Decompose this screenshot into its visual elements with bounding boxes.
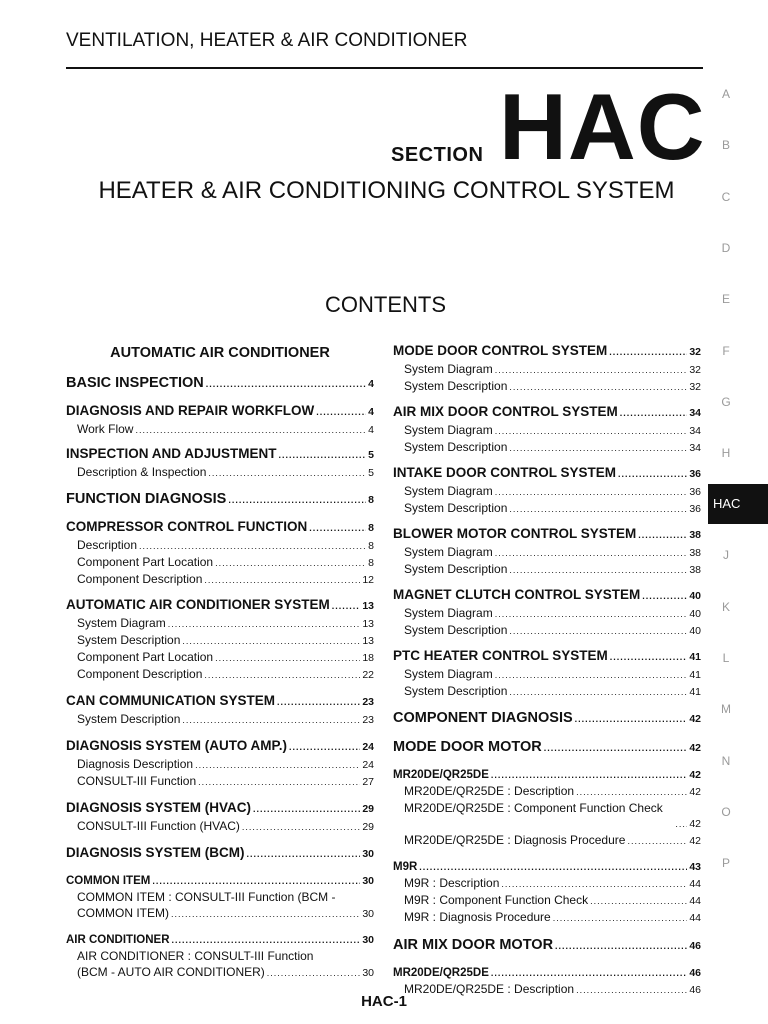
toc-entry-page: 22 — [362, 669, 374, 681]
toc-entry[interactable] — [66, 518, 374, 537]
toc-entry[interactable] — [66, 421, 374, 438]
toc-leader — [168, 616, 361, 632]
toc-entry-page: 5 — [368, 449, 374, 461]
toc-leader — [544, 738, 688, 758]
toc-entry-page: 44 — [689, 895, 701, 907]
toc-leader — [495, 606, 688, 622]
section-word: SECTION — [391, 144, 484, 166]
toc-entry-page: 42 — [689, 786, 701, 798]
toc-leader — [501, 876, 687, 892]
toc-entry-page: 27 — [362, 776, 374, 788]
side-index-p[interactable]: P — [721, 856, 730, 870]
toc-entry-label: MR20DE/QR25DE : Description — [404, 982, 575, 996]
toc-entry-label: MAGNET CLUTCH CONTROL SYSTEM — [393, 587, 641, 602]
toc-entry-label: System Diagram — [404, 667, 493, 681]
toc-entry-label: System Diagram — [404, 545, 493, 559]
toc-entry-label: BLOWER MOTOR CONTROL SYSTEM — [393, 526, 637, 541]
toc-entry[interactable] — [66, 464, 374, 481]
toc-entry[interactable] — [393, 666, 701, 683]
toc-entry-page: 32 — [689, 381, 701, 393]
toc-entry[interactable] — [66, 489, 374, 510]
toc-entry[interactable] — [66, 632, 374, 649]
toc-leader — [575, 709, 688, 729]
toc-leader — [509, 501, 687, 517]
toc-entry-line2 — [404, 816, 701, 832]
toc-entry-page: 4 — [368, 424, 374, 436]
toc-entry-page: 42 — [689, 835, 701, 847]
toc-entry-label: CAN COMMUNICATION SYSTEM — [66, 693, 275, 708]
toc-leader — [267, 965, 361, 981]
side-index-j[interactable]: J — [723, 548, 729, 562]
toc-entry[interactable] — [393, 586, 701, 605]
toc-entry-label: DIAGNOSIS SYSTEM (HVAC) — [66, 800, 252, 815]
toc-entry-label: System Diagram — [404, 606, 493, 620]
toc-entry-page: 44 — [689, 912, 701, 924]
toc-entry-page: 8 — [368, 557, 374, 569]
side-index-n[interactable]: N — [721, 754, 731, 768]
toc-entry-page: 38 — [689, 529, 701, 541]
toc-group-heading: AUTOMATIC AIR CONDITIONER — [110, 345, 330, 361]
toc-entry-page: 46 — [689, 984, 701, 996]
side-index-l[interactable]: L — [722, 651, 730, 665]
toc-entry[interactable] — [393, 483, 701, 500]
toc-entry[interactable] — [393, 647, 701, 666]
side-index-b[interactable]: B — [721, 138, 730, 152]
toc-leader — [509, 440, 687, 456]
side-index-o[interactable]: O — [721, 805, 731, 819]
toc-entry-label-line1: COMMON ITEM : CONSULT-III Function (BCM - — [77, 890, 336, 904]
toc-entry-page: 34 — [689, 425, 701, 437]
toc-entry[interactable] — [393, 605, 701, 622]
section-name: HEATER & AIR CONDITIONING CONTROL SYSTEM — [98, 177, 675, 204]
toc-leader — [675, 816, 687, 832]
toc-entry-label: MR20DE/QR25DE : Diagnosis Procedure — [404, 833, 626, 847]
toc-entry-page: 40 — [689, 625, 701, 637]
side-index-a[interactable]: A — [721, 87, 730, 101]
toc-entry[interactable] — [393, 403, 701, 422]
toc-leader — [228, 490, 366, 510]
side-index-h[interactable]: H — [721, 446, 731, 460]
toc-leader — [242, 819, 360, 835]
toc-entry-label: COMMON ITEM — [66, 875, 151, 887]
toc-entry-page: 44 — [689, 878, 701, 890]
toc-entry-label: MODE DOOR MOTOR — [393, 739, 542, 755]
toc-entry-label: System Description — [404, 440, 508, 454]
toc-entry-page: 41 — [689, 669, 701, 681]
toc-entry-label: System Diagram — [404, 362, 493, 376]
toc-leader — [135, 422, 366, 438]
toc-entry[interactable] — [66, 537, 374, 554]
toc-leader — [182, 712, 360, 728]
toc-entry-page: 29 — [362, 821, 374, 833]
toc-entry-label: M9R — [393, 861, 418, 873]
toc-entry-page: 30 — [362, 875, 374, 887]
toc-entry[interactable] — [66, 649, 374, 666]
toc-entry[interactable] — [393, 500, 701, 517]
toc-entry-page: 38 — [689, 564, 701, 576]
toc-leader — [576, 784, 687, 800]
toc-leader — [253, 800, 360, 818]
side-index-k[interactable]: K — [721, 600, 730, 614]
toc-entry-label: System Description — [77, 633, 181, 647]
toc-leader — [553, 910, 688, 926]
toc-leader — [182, 633, 360, 649]
toc-entry[interactable] — [393, 708, 701, 729]
toc-entry[interactable] — [393, 737, 701, 758]
side-index-c[interactable]: C — [721, 190, 731, 204]
toc-entry-page: 29 — [362, 803, 374, 815]
toc-leader — [215, 650, 360, 666]
toc-entry[interactable] — [393, 622, 701, 639]
toc-leader — [618, 465, 687, 483]
toc-leader — [206, 374, 366, 394]
toc-entry[interactable] — [393, 544, 701, 561]
toc-entry-page: 30 — [362, 908, 374, 920]
toc-entry-line2 — [77, 905, 374, 922]
toc-leader — [495, 545, 688, 561]
toc-entry[interactable] — [393, 875, 701, 892]
toc-leader — [491, 965, 687, 981]
toc-entry-page: 46 — [689, 940, 701, 952]
toc-entry-label: BASIC INSPECTION — [66, 375, 204, 391]
toc-entry-label: Work Flow — [77, 422, 134, 436]
toc-entry-label: INSPECTION AND ADJUSTMENT — [66, 446, 277, 461]
toc-entry[interactable] — [393, 464, 701, 483]
toc-entry-label: AIR MIX DOOR CONTROL SYSTEM — [393, 404, 618, 419]
toc-entry-page: 32 — [689, 346, 701, 358]
toc-entry[interactable] — [66, 711, 374, 728]
toc-entry[interactable] — [393, 935, 701, 956]
toc-leader — [139, 538, 366, 554]
toc-entry[interactable] — [393, 892, 701, 909]
toc-entry-line2 — [77, 964, 374, 981]
toc-leader — [509, 684, 687, 700]
toc-leader — [215, 555, 366, 571]
toc-entry[interactable] — [393, 859, 701, 875]
toc-leader — [309, 519, 366, 537]
toc-entry-page: 40 — [689, 608, 701, 620]
toc-entry-label: M9R : Diagnosis Procedure — [404, 910, 551, 924]
toc-entry-page: 42 — [689, 818, 701, 830]
toc-entry[interactable] — [66, 692, 374, 711]
toc-entry-label: M9R : Description — [404, 876, 500, 890]
toc-entry-label: Component Description — [77, 667, 203, 681]
toc-entry-label: PTC HEATER CONTROL SYSTEM — [393, 648, 608, 663]
side-index-e[interactable]: E — [721, 292, 730, 306]
toc-entry-page: 41 — [689, 651, 701, 663]
toc-entry[interactable] — [393, 439, 701, 456]
toc-entry-label: CONSULT-III Function (HVAC) — [77, 819, 240, 833]
toc-entry-label-line2: (BCM - AUTO AIR CONDITIONER) — [77, 965, 265, 979]
toc-entry-page: 30 — [362, 848, 374, 860]
toc-entry[interactable] — [393, 965, 701, 981]
toc-entry-label: MR20DE/QR25DE : Description — [404, 784, 575, 798]
toc-entry-label: DIAGNOSIS SYSTEM (AUTO AMP.) — [66, 738, 288, 753]
toc-leader — [495, 423, 688, 439]
toc-entry-label-line1: MR20DE/QR25DE : Component Function Check — [404, 801, 663, 815]
toc-entry-label: MR20DE/QR25DE — [393, 967, 489, 979]
toc-leader — [509, 623, 687, 639]
toc-entry-label: Description — [77, 538, 138, 552]
toc-entry-page: 46 — [689, 967, 701, 979]
toc-entry-multiline[interactable] — [66, 948, 374, 981]
toc-leader — [289, 738, 360, 756]
toc-entry[interactable] — [66, 402, 374, 421]
toc-leader — [419, 859, 687, 875]
toc-entry-page: 42 — [689, 769, 701, 781]
toc-entry-label: AIR CONDITIONER — [66, 934, 170, 946]
toc-entry[interactable] — [393, 683, 701, 700]
toc-leader — [620, 404, 688, 422]
toc-entry-label: M9R : Component Function Check — [404, 893, 589, 907]
toc-entry-label-line1: AIR CONDITIONER : CONSULT-III Function — [77, 949, 314, 963]
header-title: VENTILATION, HEATER & AIR CONDITIONER — [66, 30, 468, 51]
toc-leader — [495, 667, 688, 683]
toc-entry-page: 13 — [362, 635, 374, 647]
toc-entry[interactable] — [66, 737, 374, 756]
toc-entry-label: FUNCTION DIAGNOSIS — [66, 491, 227, 507]
toc-entry-page: 36 — [689, 486, 701, 498]
toc-entry-page: 32 — [689, 364, 701, 376]
toc-entry[interactable] — [66, 818, 374, 835]
toc-entry-label: AUTOMATIC AIR CONDITIONER SYSTEM — [66, 597, 330, 612]
toc-entry-page: 43 — [689, 861, 701, 873]
toc-entry-label: System Description — [404, 623, 508, 637]
toc-entry-multiline[interactable] — [66, 889, 374, 922]
side-index-f[interactable]: F — [722, 344, 730, 358]
toc-entry-page: 34 — [689, 442, 701, 454]
side-index-g[interactable]: G — [721, 395, 731, 409]
toc-entry-label: Diagnosis Description — [77, 757, 194, 771]
toc-entry-page: 36 — [689, 503, 701, 515]
toc-right-column — [393, 342, 701, 998]
toc-entry[interactable] — [66, 554, 374, 571]
side-index-m[interactable]: M — [721, 702, 731, 716]
toc-leader — [638, 526, 687, 544]
toc-entry[interactable] — [66, 571, 374, 588]
toc-entry-label: System Description — [404, 562, 508, 576]
toc-leader — [495, 484, 688, 500]
toc-entry-label: INTAKE DOOR CONTROL SYSTEM — [393, 465, 617, 480]
toc-leader — [198, 774, 360, 790]
toc-entry-page: 4 — [368, 406, 374, 418]
toc-leader — [590, 893, 687, 909]
toc-left-column — [66, 343, 374, 981]
toc-entry-label: MODE DOOR CONTROL SYSTEM — [393, 343, 608, 358]
toc-entry-page: 42 — [689, 713, 701, 725]
toc-entry[interactable] — [66, 756, 374, 773]
toc-entry-label: System Diagram — [77, 616, 166, 630]
toc-entry-label: AIR MIX DOOR MOTOR — [393, 937, 554, 953]
side-index-active-tab[interactable]: HAC — [708, 484, 768, 524]
toc-entry-page: 30 — [362, 934, 374, 946]
toc-entry-page: 12 — [362, 574, 374, 586]
toc-entry-page: 13 — [362, 618, 374, 630]
toc-leader — [208, 465, 366, 481]
contents-title: CONTENTS — [325, 292, 446, 317]
toc-entry-page: 13 — [362, 600, 374, 612]
toc-entry[interactable] — [66, 615, 374, 632]
toc-entry-page: 8 — [368, 494, 374, 506]
toc-entry-label: System Diagram — [404, 484, 493, 498]
toc-entry-page: 24 — [362, 759, 374, 771]
header-rule — [66, 67, 703, 69]
toc-entry-page: 23 — [362, 714, 374, 726]
toc-entry-page: 36 — [689, 468, 701, 480]
toc-entry[interactable] — [66, 799, 374, 818]
toc-leader — [610, 648, 688, 666]
toc-entry-page: 8 — [368, 522, 374, 534]
toc-entry-multiline[interactable] — [393, 800, 701, 832]
toc-entry-label: Component Part Location — [77, 555, 214, 569]
toc-leader — [279, 446, 367, 464]
toc-entry-page: 23 — [362, 696, 374, 708]
toc-entry[interactable] — [393, 342, 701, 361]
toc-entry-label: Component Description — [77, 572, 203, 586]
toc-entry-page: 42 — [689, 742, 701, 754]
toc-entry[interactable] — [393, 525, 701, 544]
toc-entry-label: COMPONENT DIAGNOSIS — [393, 710, 573, 726]
toc-entry-page: 34 — [689, 407, 701, 419]
toc-leader — [509, 379, 687, 395]
toc-entry-page: 5 — [368, 467, 374, 479]
footer-page-number: HAC-1 — [361, 993, 407, 1010]
toc-entry-page: 24 — [362, 741, 374, 753]
toc-entry[interactable] — [66, 666, 374, 683]
section-code: HAC — [499, 74, 706, 179]
toc-entry-label: System Description — [404, 684, 508, 698]
toc-entry-label: System Description — [404, 379, 508, 393]
toc-leader — [495, 362, 688, 378]
toc-entry-page: 38 — [689, 547, 701, 559]
toc-leader — [247, 845, 361, 863]
toc-leader — [171, 906, 360, 922]
toc-entry[interactable] — [66, 844, 374, 863]
toc-entry-label: Description & Inspection — [77, 465, 207, 479]
toc-entry-label: System Description — [77, 712, 181, 726]
toc-entry-page: 8 — [368, 540, 374, 552]
toc-entry-page: 30 — [362, 967, 374, 979]
toc-entry[interactable] — [393, 378, 701, 395]
toc-leader — [642, 587, 687, 605]
toc-entry[interactable] — [66, 873, 374, 889]
toc-leader — [172, 932, 361, 948]
toc-entry[interactable] — [393, 909, 701, 926]
toc-leader — [509, 562, 687, 578]
toc-entry-label: System Description — [404, 501, 508, 515]
toc-entry[interactable] — [393, 832, 701, 849]
toc-entry[interactable] — [66, 373, 374, 394]
toc-entry-page: 40 — [689, 590, 701, 602]
toc-entry-page: 41 — [689, 686, 701, 698]
toc-entry-label: DIAGNOSIS SYSTEM (BCM) — [66, 845, 245, 860]
toc-entry-label: Component Part Location — [77, 650, 214, 664]
toc-entry[interactable] — [393, 561, 701, 578]
toc-entry-label: COMPRESSOR CONTROL FUNCTION — [66, 519, 308, 534]
toc-entry-label: MR20DE/QR25DE — [393, 769, 489, 781]
toc-entry[interactable] — [66, 445, 374, 464]
toc-entry-label: DIAGNOSIS AND REPAIR WORKFLOW — [66, 403, 315, 418]
toc-entry[interactable] — [393, 361, 701, 378]
toc-entry[interactable] — [66, 932, 374, 948]
toc-leader — [195, 757, 360, 773]
toc-leader — [204, 667, 360, 683]
toc-leader — [277, 693, 360, 711]
toc-entry[interactable] — [393, 767, 701, 783]
toc-entry[interactable] — [393, 422, 701, 439]
toc-leader — [332, 597, 361, 615]
toc-entry-page: 4 — [368, 378, 374, 390]
toc-leader — [555, 936, 687, 956]
toc-leader — [204, 572, 360, 588]
toc-entry-label: CONSULT-III Function — [77, 774, 197, 788]
toc-leader — [152, 873, 360, 889]
toc-entry-label-line2: COMMON ITEM) — [77, 906, 169, 920]
toc-leader — [609, 343, 687, 361]
toc-entry[interactable] — [393, 783, 701, 800]
toc-leader — [491, 767, 687, 783]
toc-leader — [316, 403, 366, 421]
toc-entry-label: System Diagram — [404, 423, 493, 437]
toc-entry-page: 18 — [362, 652, 374, 664]
side-index-d[interactable]: D — [721, 241, 731, 255]
toc-leader — [627, 833, 687, 849]
toc-entry[interactable] — [66, 773, 374, 790]
toc-entry[interactable] — [66, 596, 374, 615]
